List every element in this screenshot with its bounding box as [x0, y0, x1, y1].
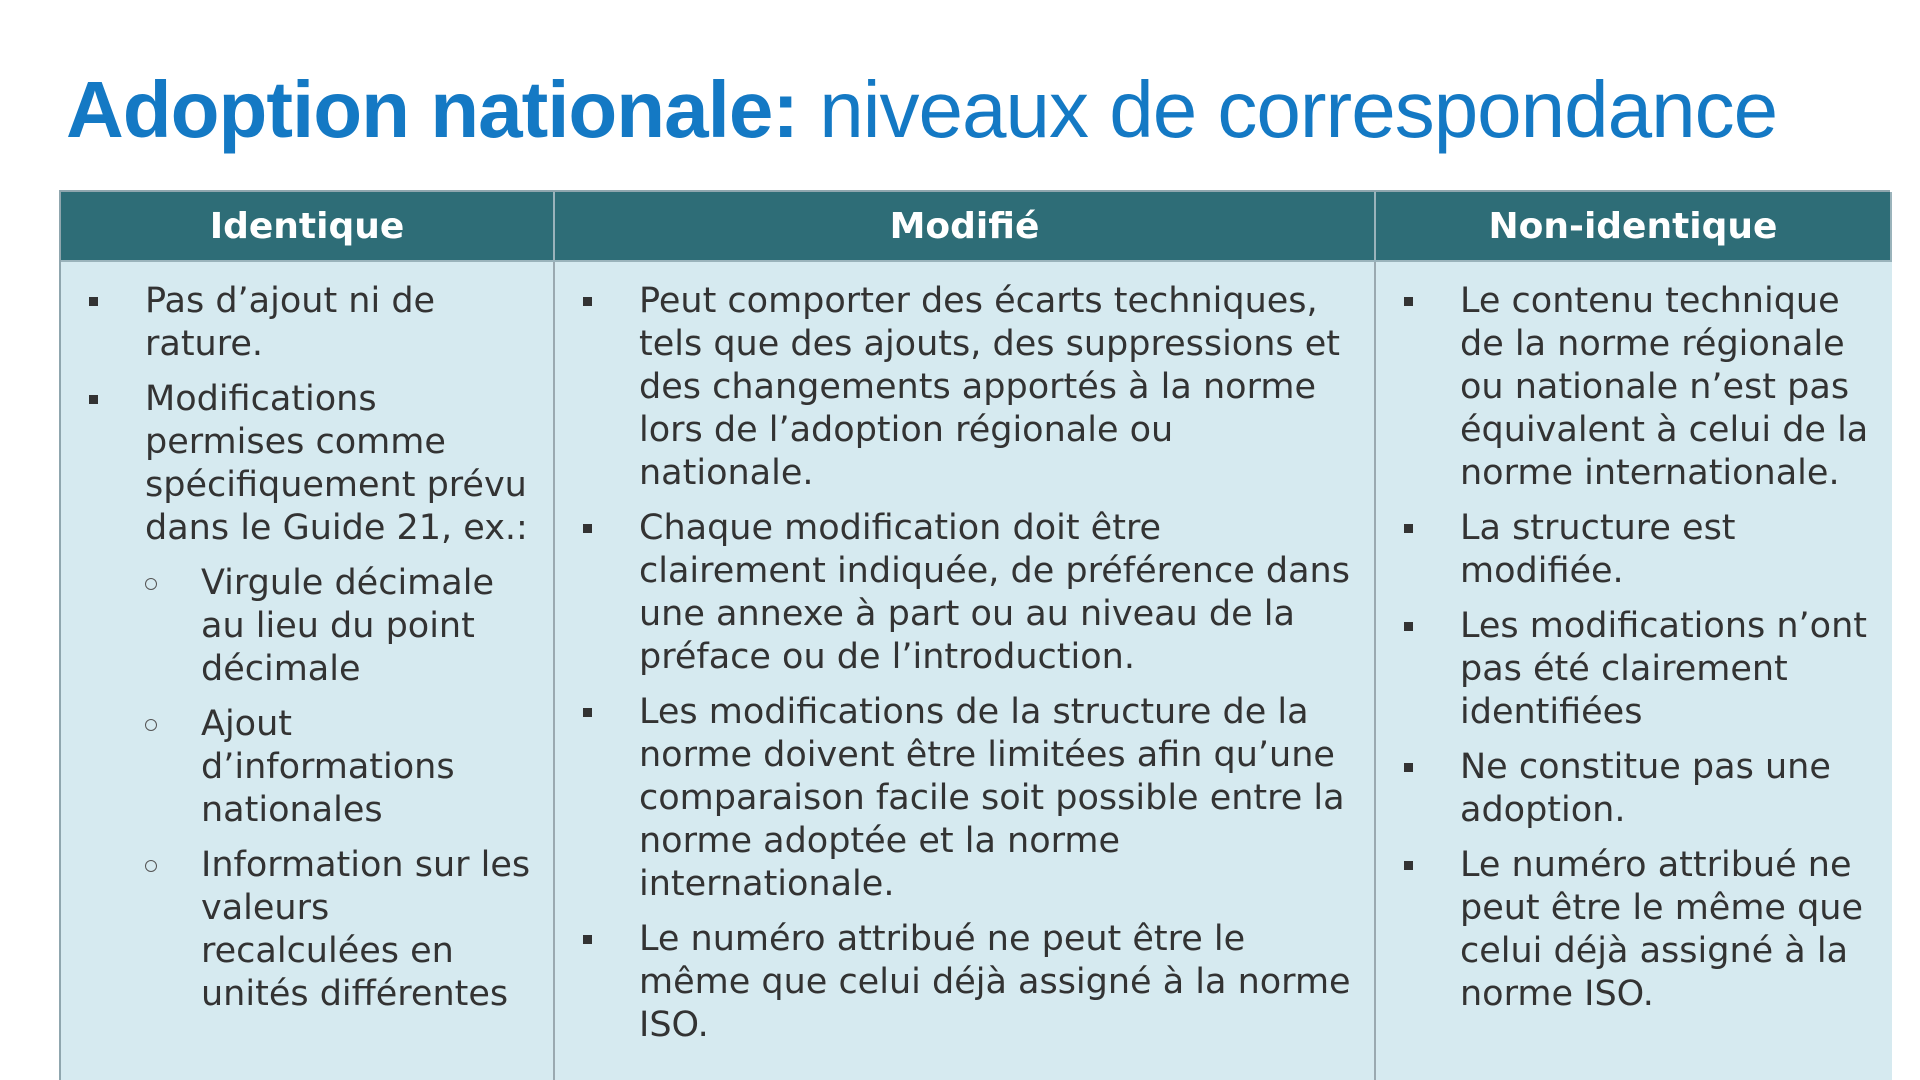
- list-item-text: Le numéro attribué ne peut être le même que celui déjà assigné à la norme ISO.: [1460, 845, 1864, 1014]
- list-item-text: Le contenu technique de la norme régionale ou nationale n’est pas équivalent à celui de la norme internationale.: [1460, 281, 1869, 493]
- square-bullet-icon: [583, 297, 592, 306]
- sub-list-item-text: Ajout d’informations nationales: [201, 704, 455, 830]
- list-item-text: Pas d’ajout ni de rature.: [145, 281, 436, 364]
- circle-bullet-icon: [145, 719, 157, 731]
- square-bullet-icon: [89, 395, 98, 404]
- list-item: [583, 918, 1356, 1047]
- list-item-text: Les modifications de la structure de la norme doivent être limitées afin qu’une comparaison facile soit possible entre la norme adoptée et la norme internationale.: [639, 692, 1345, 904]
- cell-modifie: [555, 262, 1376, 1080]
- list-item: [89, 280, 535, 366]
- title-bold-part: Adoption nationale:: [66, 65, 799, 154]
- bullet-list: [583, 280, 1356, 1047]
- list-item-text: Le numéro attribué ne peut être le même que celui déjà assigné à la norme ISO.: [639, 919, 1351, 1045]
- sub-list-item: [145, 562, 535, 691]
- bullet-list: [89, 280, 535, 1016]
- square-bullet-icon: [1404, 297, 1413, 306]
- square-bullet-icon: [1404, 524, 1413, 533]
- cell-non-identique: [1376, 262, 1892, 1080]
- sub-bullet-list: [145, 562, 535, 1016]
- list-item-text: Les modifications n’ont pas été clairement identifiées: [1460, 606, 1867, 732]
- list-item: [583, 280, 1356, 495]
- circle-bullet-icon: [145, 578, 157, 590]
- list-item-text: Ne constitue pas une adoption.: [1460, 747, 1831, 830]
- square-bullet-icon: [583, 524, 592, 533]
- list-item: [89, 378, 535, 1016]
- square-bullet-icon: [1404, 861, 1413, 870]
- list-item: [1404, 280, 1874, 495]
- list-item: [583, 691, 1356, 906]
- square-bullet-icon: [1404, 763, 1413, 772]
- list-item-text: Chaque modification doit être clairement indiquée, de préférence dans une annexe à part ou au niveau de la préface ou de l’introduction.: [639, 508, 1350, 677]
- list-item: [1404, 746, 1874, 832]
- list-item: [1404, 605, 1874, 734]
- square-bullet-icon: [89, 297, 98, 306]
- page-title: [66, 62, 1777, 158]
- cell-identique: [61, 262, 555, 1080]
- list-item-text: Peut comporter des écarts techniques, tels que des ajouts, des suppressions et des changements apportés à la norme lors de l’adoption régionale ou nationale.: [639, 281, 1341, 493]
- square-bullet-icon: [583, 708, 592, 717]
- square-bullet-icon: [1404, 622, 1413, 631]
- sub-list-item: [145, 844, 535, 1016]
- header-non-identique: Non-identique: [1376, 192, 1892, 262]
- list-item-text: Modifications permises comme spécifiquement prévu dans le Guide 21, ex.:: [145, 379, 528, 548]
- title-regular-part: niveaux de correspondance: [798, 65, 1778, 154]
- sub-list-item-text: Information sur les valeurs recalculées en unités différentes: [201, 845, 531, 1014]
- circle-bullet-icon: [145, 860, 157, 872]
- correspondence-table: [59, 190, 1890, 1080]
- list-item: [1404, 844, 1874, 1016]
- list-item: [583, 507, 1356, 679]
- square-bullet-icon: [583, 935, 592, 944]
- sub-list-item-text: Virgule décimale au lieu du point décimale: [201, 563, 494, 689]
- list-item-text: La structure est modifiée.: [1460, 508, 1736, 591]
- bullet-list: [1404, 280, 1874, 1016]
- list-item: [1404, 507, 1874, 593]
- header-identique: Identique: [61, 192, 555, 262]
- sub-list-item: [145, 703, 535, 832]
- header-modifie: Modifié: [555, 192, 1376, 262]
